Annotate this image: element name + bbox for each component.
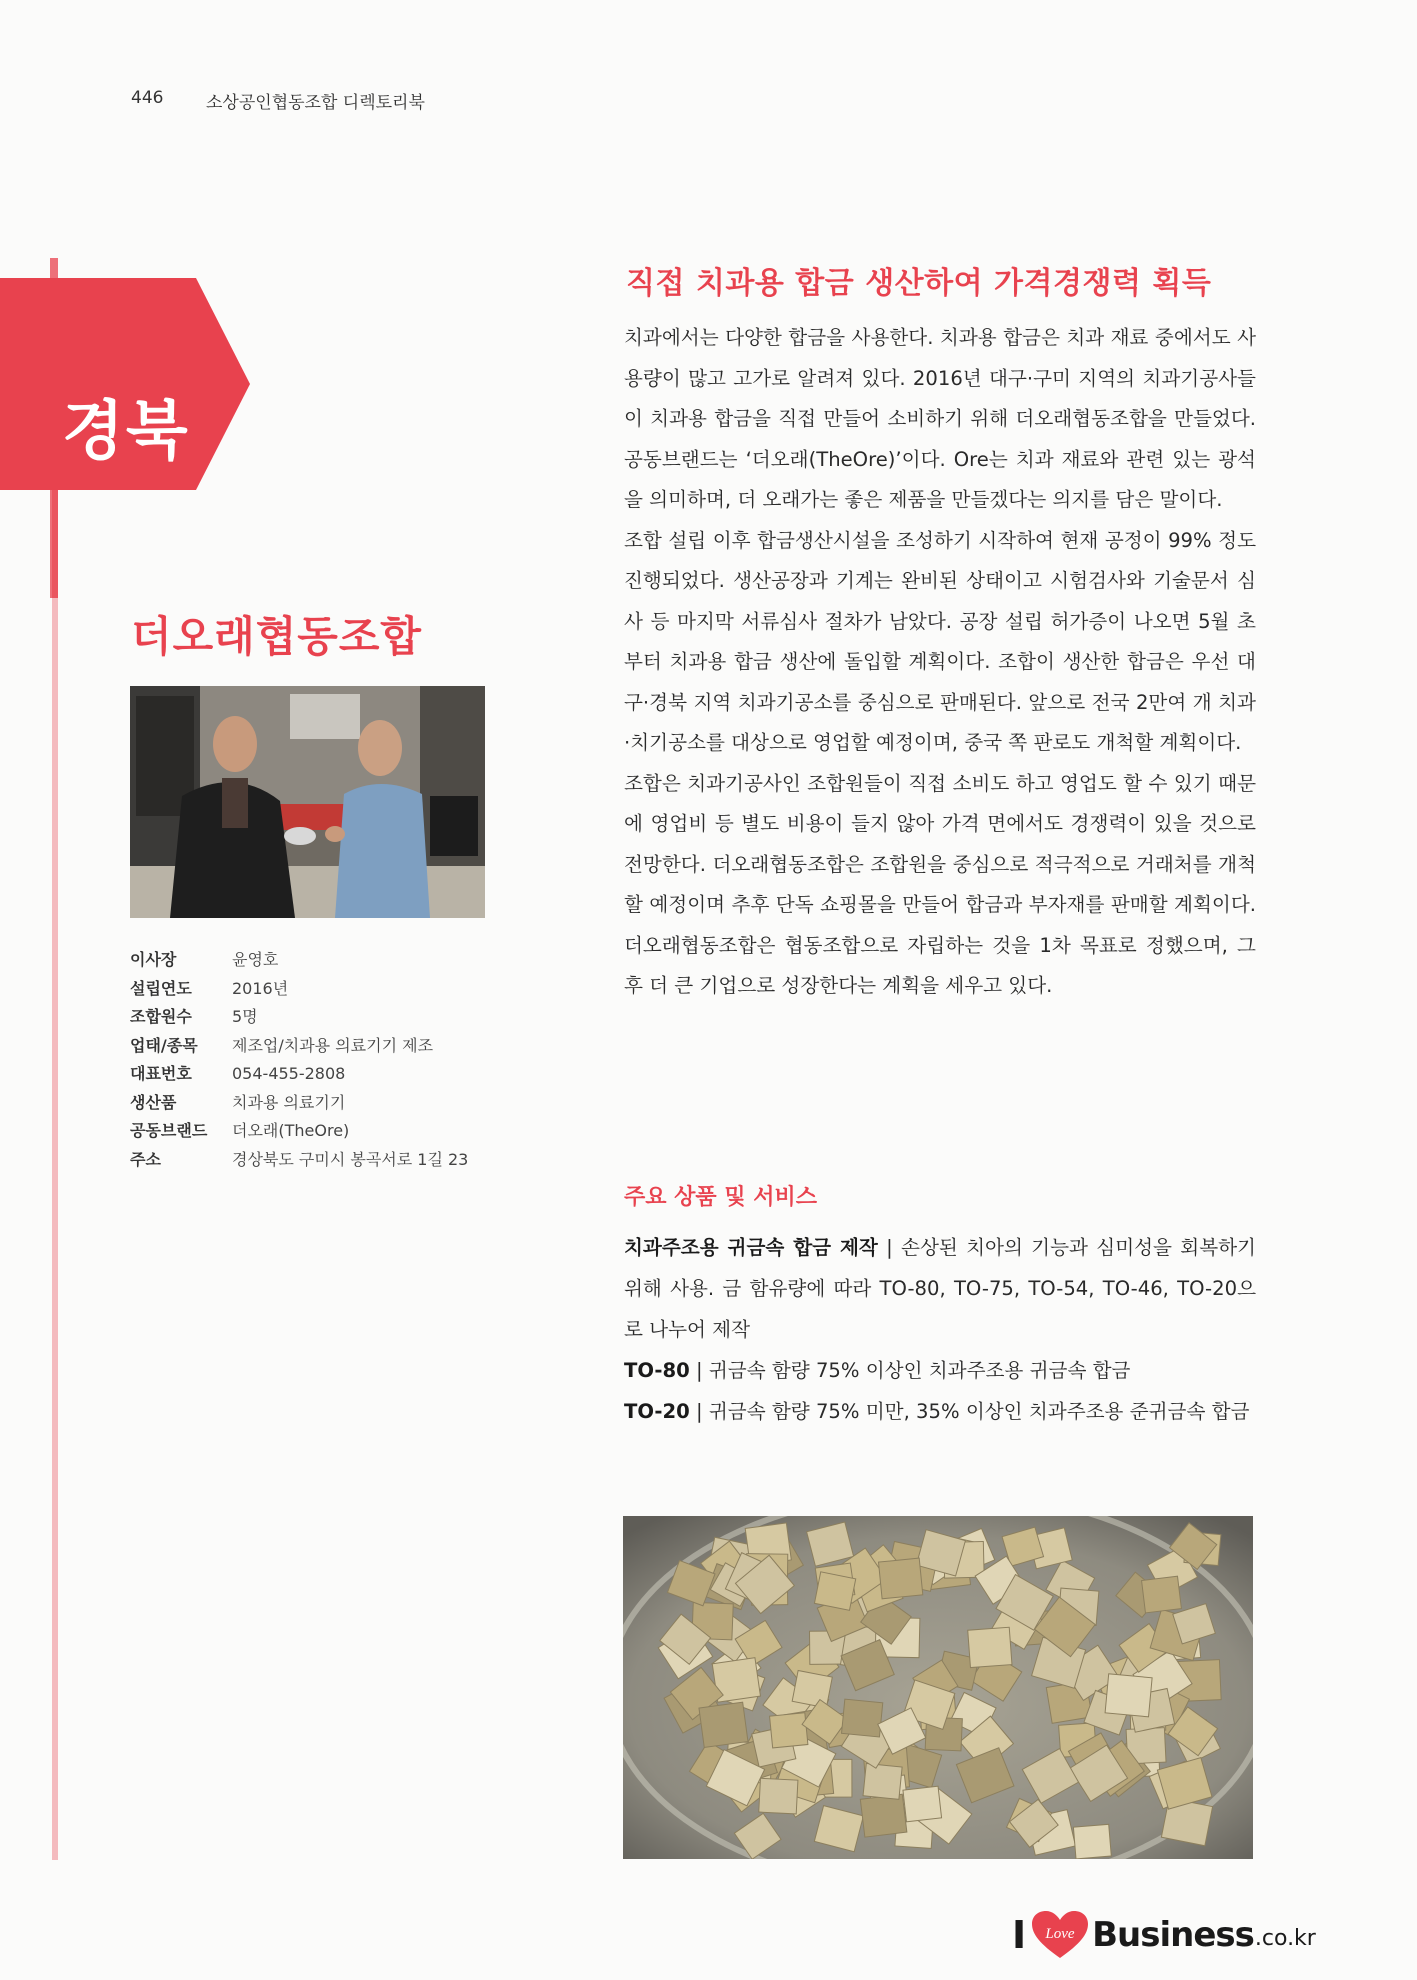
info-value: 더오래(TheOre) — [232, 1121, 350, 1140]
alloy-chip — [878, 1558, 922, 1599]
info-key: 공동브랜드 — [130, 1121, 208, 1140]
product-separator: | — [877, 1236, 902, 1259]
product-desc: 귀금속 함량 75% 이상인 치과주조용 귀금속 합금 — [708, 1359, 1131, 1382]
article-paragraph: 치과에서는 다양한 합금을 사용한다. 치과용 합금은 치과 재료 중에서도 사용량이 많고 고가로 알려져 있다. 2016년 대구·구미 지역의 치과기공사들이 치과용 합금을 직접 만들어 소비하기 위해 더오래협동조합을 만들었다. 공동브랜드는 ‘더오래(TheOre)’이다. Ore는 치과 재료와 관련 있는 광석을 의미하며, 더 오래가는 좋은 제품을 만들겠다는 의지를 담은 말이다. — [624, 326, 1256, 511]
product-name: 치과주조용 귀금속 합금 제작 — [624, 1236, 878, 1259]
alloy-chip — [1142, 1576, 1182, 1613]
info-value: 윤영호 — [232, 950, 279, 969]
product-separator: | — [689, 1400, 709, 1423]
info-value: 054-455-2808 — [232, 1064, 346, 1083]
region-label: 경북 — [62, 395, 190, 469]
info-key: 주소 — [130, 1149, 161, 1169]
info-value: 제조업/치과용 의료기기 제조 — [232, 1035, 434, 1055]
article-headline: 직접 치과용 합금 생산하여 가격경쟁력 획득 — [626, 266, 1212, 301]
info-key: 업태/종목 — [130, 1035, 198, 1055]
info-key: 조합원수 — [130, 1007, 192, 1026]
alloy-chip — [903, 1786, 942, 1822]
products-list — [624, 1227, 1256, 1432]
info-row — [130, 1146, 468, 1175]
members-photo — [130, 686, 485, 918]
product-name: TO-80 — [624, 1359, 690, 1382]
product-separator: | — [689, 1359, 709, 1382]
article-body — [624, 318, 1256, 1007]
alloy-chip — [863, 1763, 902, 1799]
coop-name: 더오래협동조합 — [131, 612, 423, 661]
product-item — [624, 1227, 1256, 1350]
products-heading: 주요 상품 및 서비스 — [624, 1185, 817, 1210]
info-key: 설립연도 — [130, 978, 192, 998]
alloy-chip — [759, 1778, 798, 1814]
alloy-photo — [623, 1516, 1253, 1859]
info-row — [130, 1003, 468, 1032]
logo-business-text: Business — [1092, 1915, 1254, 1955]
alloy-chip — [968, 1627, 1012, 1667]
info-row — [130, 1060, 468, 1089]
info-row — [130, 1117, 468, 1146]
info-value: 2016년 — [232, 978, 289, 998]
coop-info-table — [130, 946, 468, 1174]
book-title: 소상공인협동조합 디렉토리북 — [206, 93, 425, 113]
alloy-chip — [860, 1794, 907, 1837]
side-rule — [52, 598, 58, 1860]
logo-letter-i: I — [1012, 1913, 1027, 1957]
page-number: 446 — [131, 88, 164, 108]
product-item — [624, 1391, 1256, 1432]
info-key: 생산품 — [130, 1092, 177, 1112]
logo-love-text: Love — [1045, 1926, 1075, 1942]
alloy-chip — [1073, 1824, 1111, 1859]
logo-domain-text: .co.kr — [1254, 1925, 1316, 1951]
info-value: 치과용 의료기기 — [232, 1092, 346, 1112]
info-value: 경상북도 구미시 봉곡서로 1길 23 — [232, 1149, 469, 1169]
info-key: 이사장 — [130, 950, 177, 969]
product-name: TO-20 — [624, 1400, 690, 1423]
alloy-chip — [792, 1670, 832, 1707]
alloy-chip — [1105, 1674, 1152, 1717]
alloy-chip — [842, 1699, 883, 1737]
alloy-chip — [814, 1572, 855, 1610]
info-row — [130, 946, 468, 975]
alloy-chip — [770, 1713, 808, 1748]
article-paragraph: 조합 설립 이후 합금생산시설을 조성하기 시작하여 현재 공정이 99% 정도 진행되었다. 생산공장과 기계는 완비된 상태이고 시험검사와 기술문서 심사 등 마지막 서류심사 절차가 남았다. 공장 설립 허가증이 나오면 5월 초부터 치과용 합금 생산에 돌입할 계획이다. 조합이 생산한 합금은 우선 대구·경북 지역 치과기공소를 중심으로 판매된다. 앞으로 전국 2만여 개 치과·치기공소를 대상으로 영업할 예정이며, 중국 쪽 판로도 개척할 계획이다. — [624, 528, 1256, 754]
info-row — [130, 1089, 468, 1118]
heart-icon — [1030, 1910, 1090, 1960]
product-desc: 귀금속 함량 75% 미만, 35% 이상인 치과주조용 준귀금속 합금 — [708, 1400, 1250, 1423]
article-paragraph: 조합은 치과기공사인 조합원들이 직접 소비도 하고 영업도 할 수 있기 때문에 영업비 등 별도 비용이 들지 않아 가격 면에서도 경쟁력이 있을 것으로 전망한다. 더오래협동조합은 조합원을 중심으로 적극적으로 거래처를 개척할 예정이며 추후 단독 쇼핑몰을 만들어 합금과 부자재를 판매할 계획이다. 더오래협동조합은 협동조합으로 자립하는 것을 1차 목표로 정했으며, 그 후 더 큰 기업으로 성장한다는 계획을 세우고 있다. — [624, 771, 1256, 997]
alloy-chip — [699, 1702, 748, 1747]
product-desc: 손상된 치아의 기능과 심미성을 회복하기 위해 사용. 금 함유량에 따라 TO-80, TO-75, TO-54, TO-46, TO-20으로 나누어 제작 — [624, 1236, 1256, 1341]
info-value: 5명 — [232, 1007, 258, 1026]
footer-logo — [1012, 1910, 1316, 1960]
info-row — [130, 1032, 468, 1061]
info-row — [130, 975, 468, 1004]
product-item — [624, 1350, 1256, 1391]
info-key: 대표번호 — [130, 1064, 192, 1083]
